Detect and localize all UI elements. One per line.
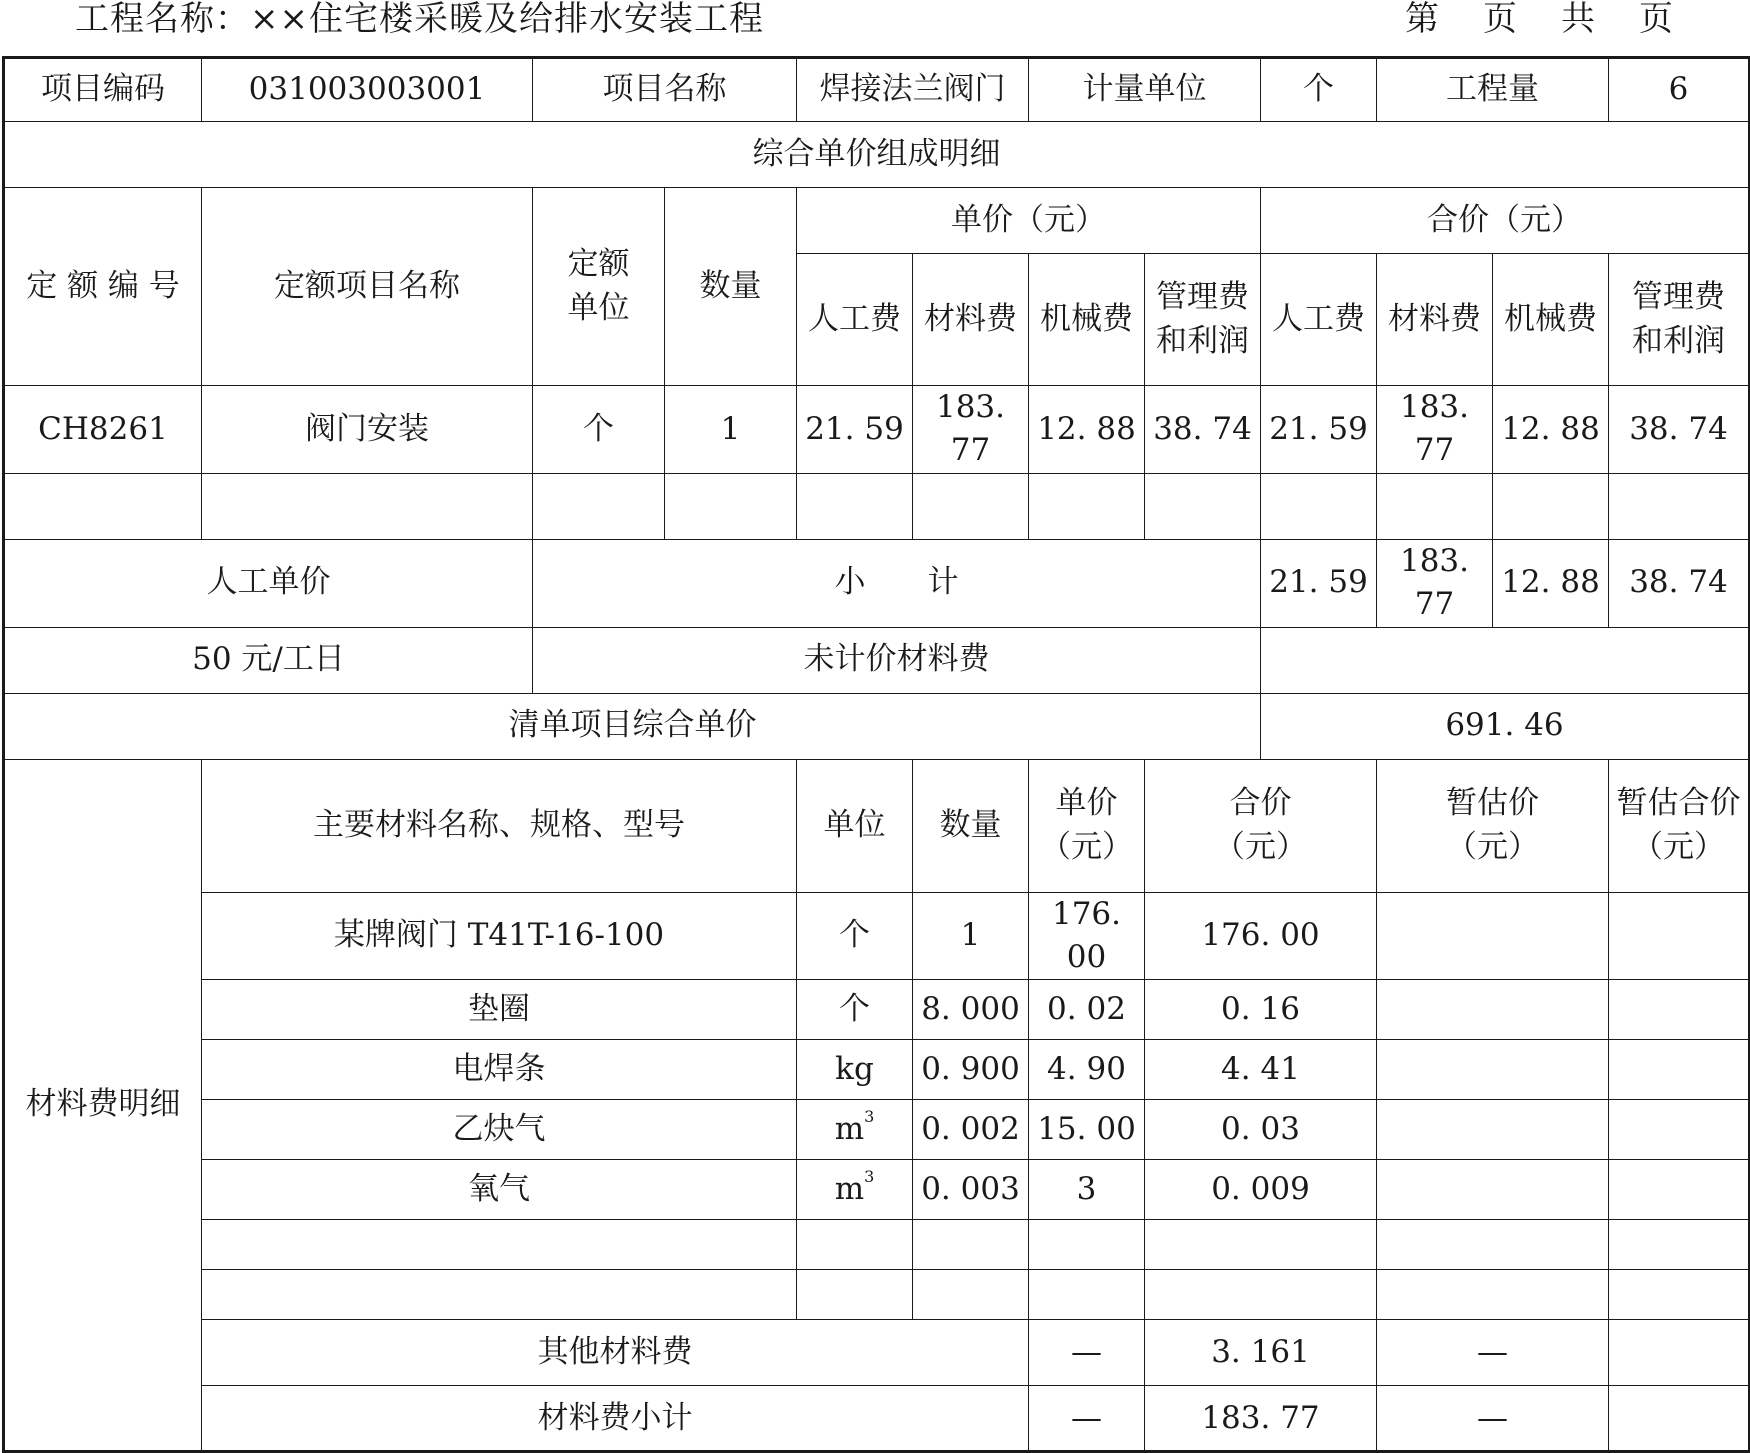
material-qty: 8. 000 — [913, 980, 1029, 1040]
empty-cell — [202, 1220, 797, 1270]
total-material-header: 材料费 — [1377, 254, 1493, 386]
subtotal-row — [4, 539, 1750, 627]
material-price-header: 单价 （元） — [1029, 759, 1145, 892]
empty-cell — [4, 473, 202, 539]
quota-labor: 21. 59 — [797, 386, 913, 474]
material-row — [4, 1160, 1750, 1220]
empty-cell — [533, 473, 665, 539]
material-unit: kg — [797, 1040, 913, 1100]
material-total: 4. 41 — [1145, 1040, 1377, 1100]
material-unit: 个 — [797, 980, 913, 1040]
material-row — [4, 1040, 1750, 1100]
total-labor-header: 人工费 — [1261, 254, 1377, 386]
material-qty: 1 — [913, 892, 1029, 980]
material-row — [4, 892, 1750, 980]
item-qty-label: 工程量 — [1377, 58, 1609, 122]
unit-labor-header: 人工费 — [797, 254, 913, 386]
composition-title: 综合单价组成明细 — [4, 122, 1750, 188]
material-name: 氧气 — [202, 1160, 797, 1220]
empty-cell — [1609, 473, 1750, 539]
material-est — [1377, 980, 1609, 1040]
quota-total-material: 183. 77 — [1377, 386, 1493, 474]
total-price-group-header: 合价（元） — [1261, 188, 1750, 254]
page-label-di: 第 — [1405, 0, 1439, 39]
material-subtotal-price: — — [1029, 1386, 1145, 1452]
empty-cell — [797, 473, 913, 539]
quota-qty: 1 — [665, 386, 797, 474]
material-total: 176. 00 — [1145, 892, 1377, 980]
subtotal-labor: 21. 59 — [1261, 539, 1377, 627]
item-name-label: 项目名称 — [533, 58, 797, 122]
material-price: 4. 90 — [1029, 1040, 1145, 1100]
material-est-total — [1609, 892, 1750, 980]
material-est — [1377, 1160, 1609, 1220]
page-label-gong: 共 — [1561, 0, 1595, 39]
quota-machine: 12. 88 — [1029, 386, 1145, 474]
quota-qty-header: 数量 — [665, 188, 797, 386]
empty-cell — [1145, 1220, 1377, 1270]
material-name: 某牌阀门 T41T-16-100 — [202, 892, 797, 980]
material-subtotal-est: — — [1377, 1386, 1609, 1452]
empty-cell — [1145, 473, 1261, 539]
material-unit: 个 — [797, 892, 913, 980]
project-title — [75, 0, 764, 38]
unit-material-header: 材料费 — [913, 254, 1029, 386]
material-subtotal-row — [4, 1386, 1750, 1452]
empty-cell — [913, 1220, 1029, 1270]
material-est-total — [1609, 1160, 1750, 1220]
empty-cell — [1029, 1220, 1145, 1270]
project-name: ××住宅楼采暖及给排水安装工程 — [250, 0, 764, 39]
item-row — [4, 58, 1750, 122]
empty-cell — [202, 473, 533, 539]
quota-total-labor: 21. 59 — [1261, 386, 1377, 474]
empty-cell — [797, 1220, 913, 1270]
material-est-total — [1609, 1100, 1750, 1160]
unpriced-material-row — [4, 627, 1750, 693]
material-subtotal-label: 材料费小计 — [202, 1386, 1029, 1452]
unpriced-material-value — [1261, 627, 1750, 693]
page-number — [1405, 0, 1673, 38]
empty-cell — [913, 1270, 1029, 1320]
material-unit: $m^3$ — [797, 1100, 913, 1160]
quota-unit-header: 定额 单位 — [533, 188, 665, 386]
quota-material: 183. 77 — [913, 386, 1029, 474]
other-material-row — [4, 1320, 1750, 1386]
subtotal-label: 小 计 — [533, 539, 1261, 627]
material-total-header: 合价 （元） — [1145, 759, 1377, 892]
quota-total-mgmt: 38. 74 — [1609, 386, 1750, 474]
page-header — [0, 0, 1750, 56]
empty-cell — [1377, 1270, 1609, 1320]
other-material-est-total — [1609, 1320, 1750, 1386]
quota-mgmt: 38. 74 — [1145, 386, 1261, 474]
item-code: 031003003001 — [202, 58, 533, 122]
labor-rate: 50 元/工日 — [4, 627, 533, 693]
material-section-label: 材料费明细 — [4, 759, 202, 1452]
subtotal-mgmt: 38. 74 — [1609, 539, 1750, 627]
material-price: 3 — [1029, 1160, 1145, 1220]
material-qty: 0. 900 — [913, 1040, 1029, 1100]
quota-total-machine: 12. 88 — [1493, 386, 1609, 474]
material-est-total-header: 暂估合价 （元） — [1609, 759, 1750, 892]
empty-cell — [913, 473, 1029, 539]
item-unit: 个 — [1261, 58, 1377, 122]
material-row — [4, 1100, 1750, 1160]
material-total: 0. 16 — [1145, 980, 1377, 1040]
material-est — [1377, 1040, 1609, 1100]
quota-name-header: 定额项目名称 — [202, 188, 533, 386]
unit-machine-header: 机械费 — [1029, 254, 1145, 386]
material-price: 176. 00 — [1029, 892, 1145, 980]
unit-mgmt-header: 管理费 和利润 — [1145, 254, 1261, 386]
material-name: 乙炔气 — [202, 1100, 797, 1160]
item-qty: 6 — [1609, 58, 1750, 122]
other-material-total: 3. 161 — [1145, 1320, 1377, 1386]
item-name: 焊接法兰阀门 — [797, 58, 1029, 122]
quota-unit: 个 — [533, 386, 665, 474]
unit-price-analysis-table — [2, 56, 1750, 1453]
quota-empty-row — [4, 473, 1750, 539]
quota-row — [4, 386, 1750, 474]
material-total: 0. 03 — [1145, 1100, 1377, 1160]
material-unit: $m^3$ — [797, 1160, 913, 1220]
material-price: 15. 00 — [1029, 1100, 1145, 1160]
material-qty: 0. 003 — [913, 1160, 1029, 1220]
quota-header-row-1 — [4, 188, 1750, 254]
material-unit-header: 单位 — [797, 759, 913, 892]
empty-cell — [1377, 473, 1493, 539]
subtotal-material: 183. 77 — [1377, 539, 1493, 627]
empty-cell — [1261, 473, 1377, 539]
composite-price-label: 清单项目综合单价 — [4, 693, 1261, 759]
other-material-price: — — [1029, 1320, 1145, 1386]
material-qty-header: 数量 — [913, 759, 1029, 892]
empty-cell — [1493, 473, 1609, 539]
empty-cell — [665, 473, 797, 539]
empty-cell — [1029, 473, 1145, 539]
other-material-est: — — [1377, 1320, 1609, 1386]
material-total: 0. 009 — [1145, 1160, 1377, 1220]
material-subtotal-est-total — [1609, 1386, 1750, 1452]
empty-cell — [1609, 1270, 1750, 1320]
other-material-label: 其他材料费 — [202, 1320, 1029, 1386]
unit-price-group-header: 单价（元） — [797, 188, 1261, 254]
composite-price-row — [4, 693, 1750, 759]
unpriced-material-label: 未计价材料费 — [533, 627, 1261, 693]
total-mgmt-header: 管理费 和利润 — [1609, 254, 1750, 386]
empty-cell — [1029, 1270, 1145, 1320]
material-empty-row — [4, 1270, 1750, 1320]
project-label: 工程名称： — [75, 0, 250, 39]
material-subtotal-total: 183. 77 — [1145, 1386, 1377, 1452]
material-est-total — [1609, 980, 1750, 1040]
material-name: 电焊条 — [202, 1040, 797, 1100]
quota-code-header: 定 额 编 号 — [4, 188, 202, 386]
material-est — [1377, 892, 1609, 980]
page-label-ye-total: 页 — [1639, 0, 1673, 39]
empty-cell — [1377, 1220, 1609, 1270]
material-est — [1377, 1100, 1609, 1160]
empty-cell — [797, 1270, 913, 1320]
composition-title-row — [4, 122, 1750, 188]
empty-cell — [1609, 1220, 1750, 1270]
composite-price-value: 691. 46 — [1261, 693, 1750, 759]
labor-rate-label: 人工单价 — [4, 539, 533, 627]
material-name-header: 主要材料名称、规格、型号 — [202, 759, 797, 892]
quota-name: 阀门安装 — [202, 386, 533, 474]
material-row — [4, 980, 1750, 1040]
empty-cell — [202, 1270, 797, 1320]
material-price: 0. 02 — [1029, 980, 1145, 1040]
item-code-label: 项目编码 — [4, 58, 202, 122]
material-name: 垫圈 — [202, 980, 797, 1040]
empty-cell — [1145, 1270, 1377, 1320]
page-label-ye: 页 — [1483, 0, 1517, 39]
material-header-row — [4, 759, 1750, 892]
material-est-header: 暂估价 （元） — [1377, 759, 1609, 892]
subtotal-machine: 12. 88 — [1493, 539, 1609, 627]
total-machine-header: 机械费 — [1493, 254, 1609, 386]
material-qty: 0. 002 — [913, 1100, 1029, 1160]
material-empty-row — [4, 1220, 1750, 1270]
material-est-total — [1609, 1040, 1750, 1100]
quota-code: CH8261 — [4, 386, 202, 474]
item-unit-label: 计量单位 — [1029, 58, 1261, 122]
